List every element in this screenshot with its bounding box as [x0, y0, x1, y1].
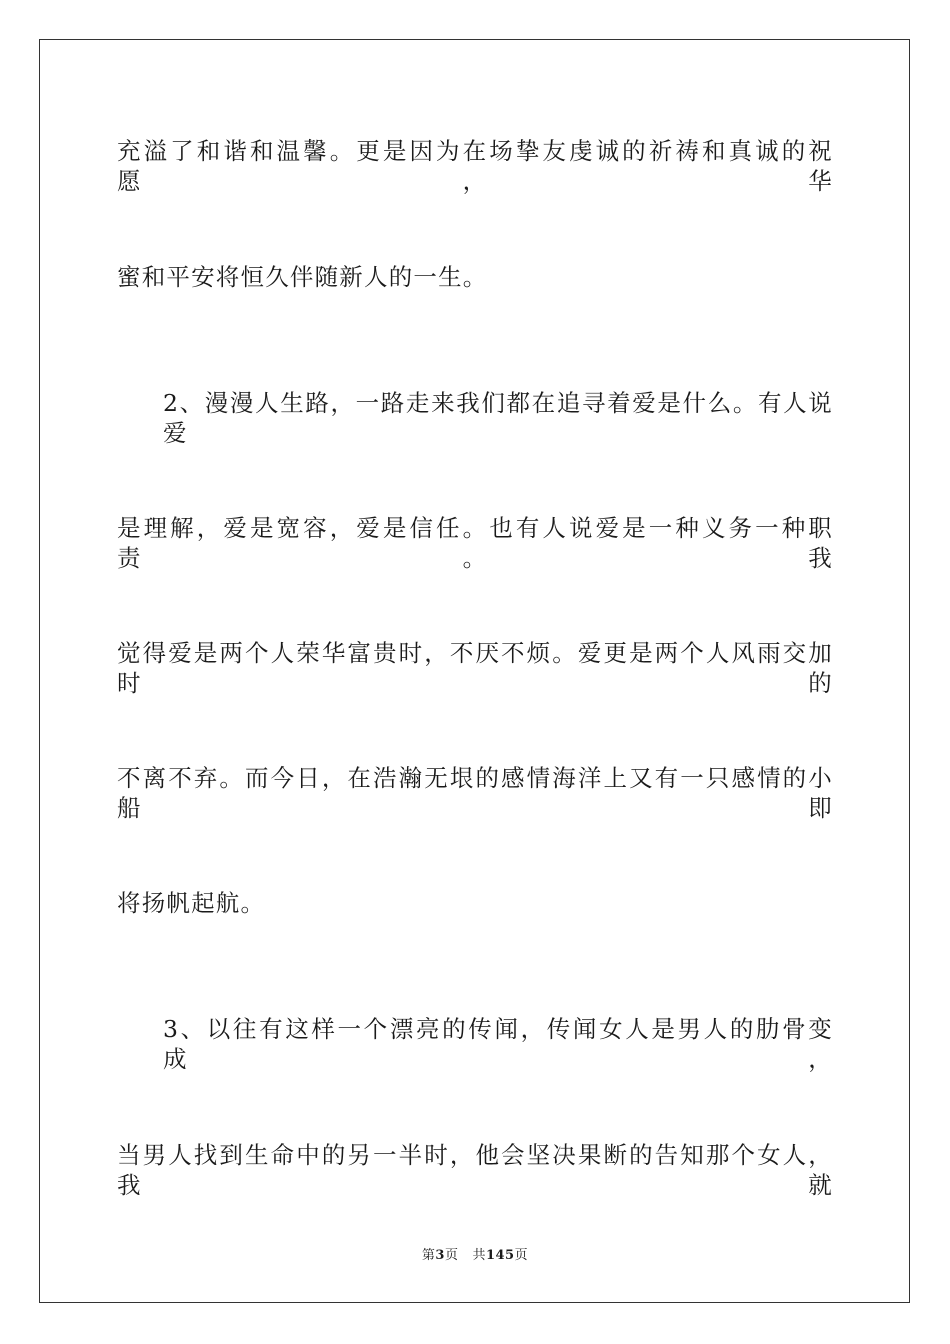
page-label-prefix: 第 — [421, 1248, 436, 1263]
total-label-prefix: 共 — [472, 1248, 486, 1263]
text-line: 蜜和平安将恒久伴随新人的一生。 — [117, 263, 488, 291]
paragraph-start-line: 3、以往有这样一个漂亮的传闻，传闻女人是男人的肋骨变成， — [163, 1015, 833, 1073]
total-label-suffix: 页 — [514, 1248, 529, 1263]
text-line: 将扬帆起航。 — [117, 889, 266, 917]
page-number: 3 — [435, 1248, 445, 1263]
text-line: 不离不弃。而今日，在浩瀚无垠的感情海洋上又有一只感情的小船即 — [117, 764, 833, 822]
total-pages: 145 — [485, 1248, 515, 1263]
paragraph-start-line: 2、漫漫人生路，一路走来我们都在追寻着爱是什么。有人说爱 — [163, 389, 833, 447]
text-line: 充溢了和谐和温馨。更是因为在场挚友虔诚的祈祷和真诚的祝愿，华 — [117, 137, 833, 195]
text-line: 觉得爱是两个人荣华富贵时，不厌不烦。爱更是两个人风雨交加时的 — [117, 639, 833, 697]
text-line: 当男人找到生命中的另一半时，他会坚决果断的告知那个女人，我就 — [117, 1141, 833, 1199]
page-footer — [0, 1247, 950, 1265]
page-label-suffix: 页 — [444, 1248, 459, 1263]
text-line: 是理解，爱是宽容，爱是信任。也有人说爱是一种义务一种职责。我 — [117, 514, 833, 572]
